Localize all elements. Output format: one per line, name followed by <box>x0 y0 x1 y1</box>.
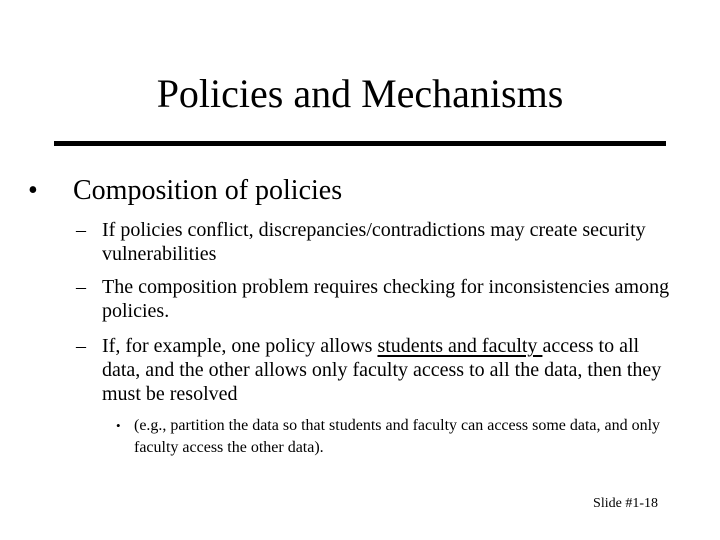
sub-bullet-marker: – <box>76 219 86 241</box>
sub-bullet-composition-problem <box>76 275 676 323</box>
sub-bullet-example <box>76 334 676 406</box>
bullet-text: Composition of policies <box>73 175 343 206</box>
bullet-marker: • <box>28 175 38 206</box>
sub-bullet-text-before: If, for example, one policy allows <box>102 335 378 357</box>
slide-title: Policies and Mechanisms <box>156 71 564 116</box>
sub-bullet-text: If policies conflict, discrepancies/contradictions may create security vulnerabilities <box>102 219 646 265</box>
sub-sub-bullet-text: (e.g., partition the data so that students and faculty can access some data, and only faculty access the other data). <box>134 417 661 456</box>
sub-sub-bullet-partition <box>116 415 676 459</box>
sub-bullet-marker: – <box>76 335 86 357</box>
underlined-phrase: students and faculty <box>377 335 543 357</box>
sub-bullet-text: The composition problem requires checking for inconsistencies among policies. <box>102 276 670 322</box>
slide-number: Slide #1-18 <box>593 496 658 511</box>
title-underline-rule <box>54 141 666 146</box>
sub-bullet-text <box>102 334 676 406</box>
sub-bullet-text-after: access to all data, and the other allows only faculty access to all the data, then they must be resolved <box>102 335 662 405</box>
sub-sub-bullet-marker: • <box>116 418 121 433</box>
sub-bullet-marker: – <box>76 276 86 298</box>
sub-bullet-conflict <box>76 218 676 266</box>
